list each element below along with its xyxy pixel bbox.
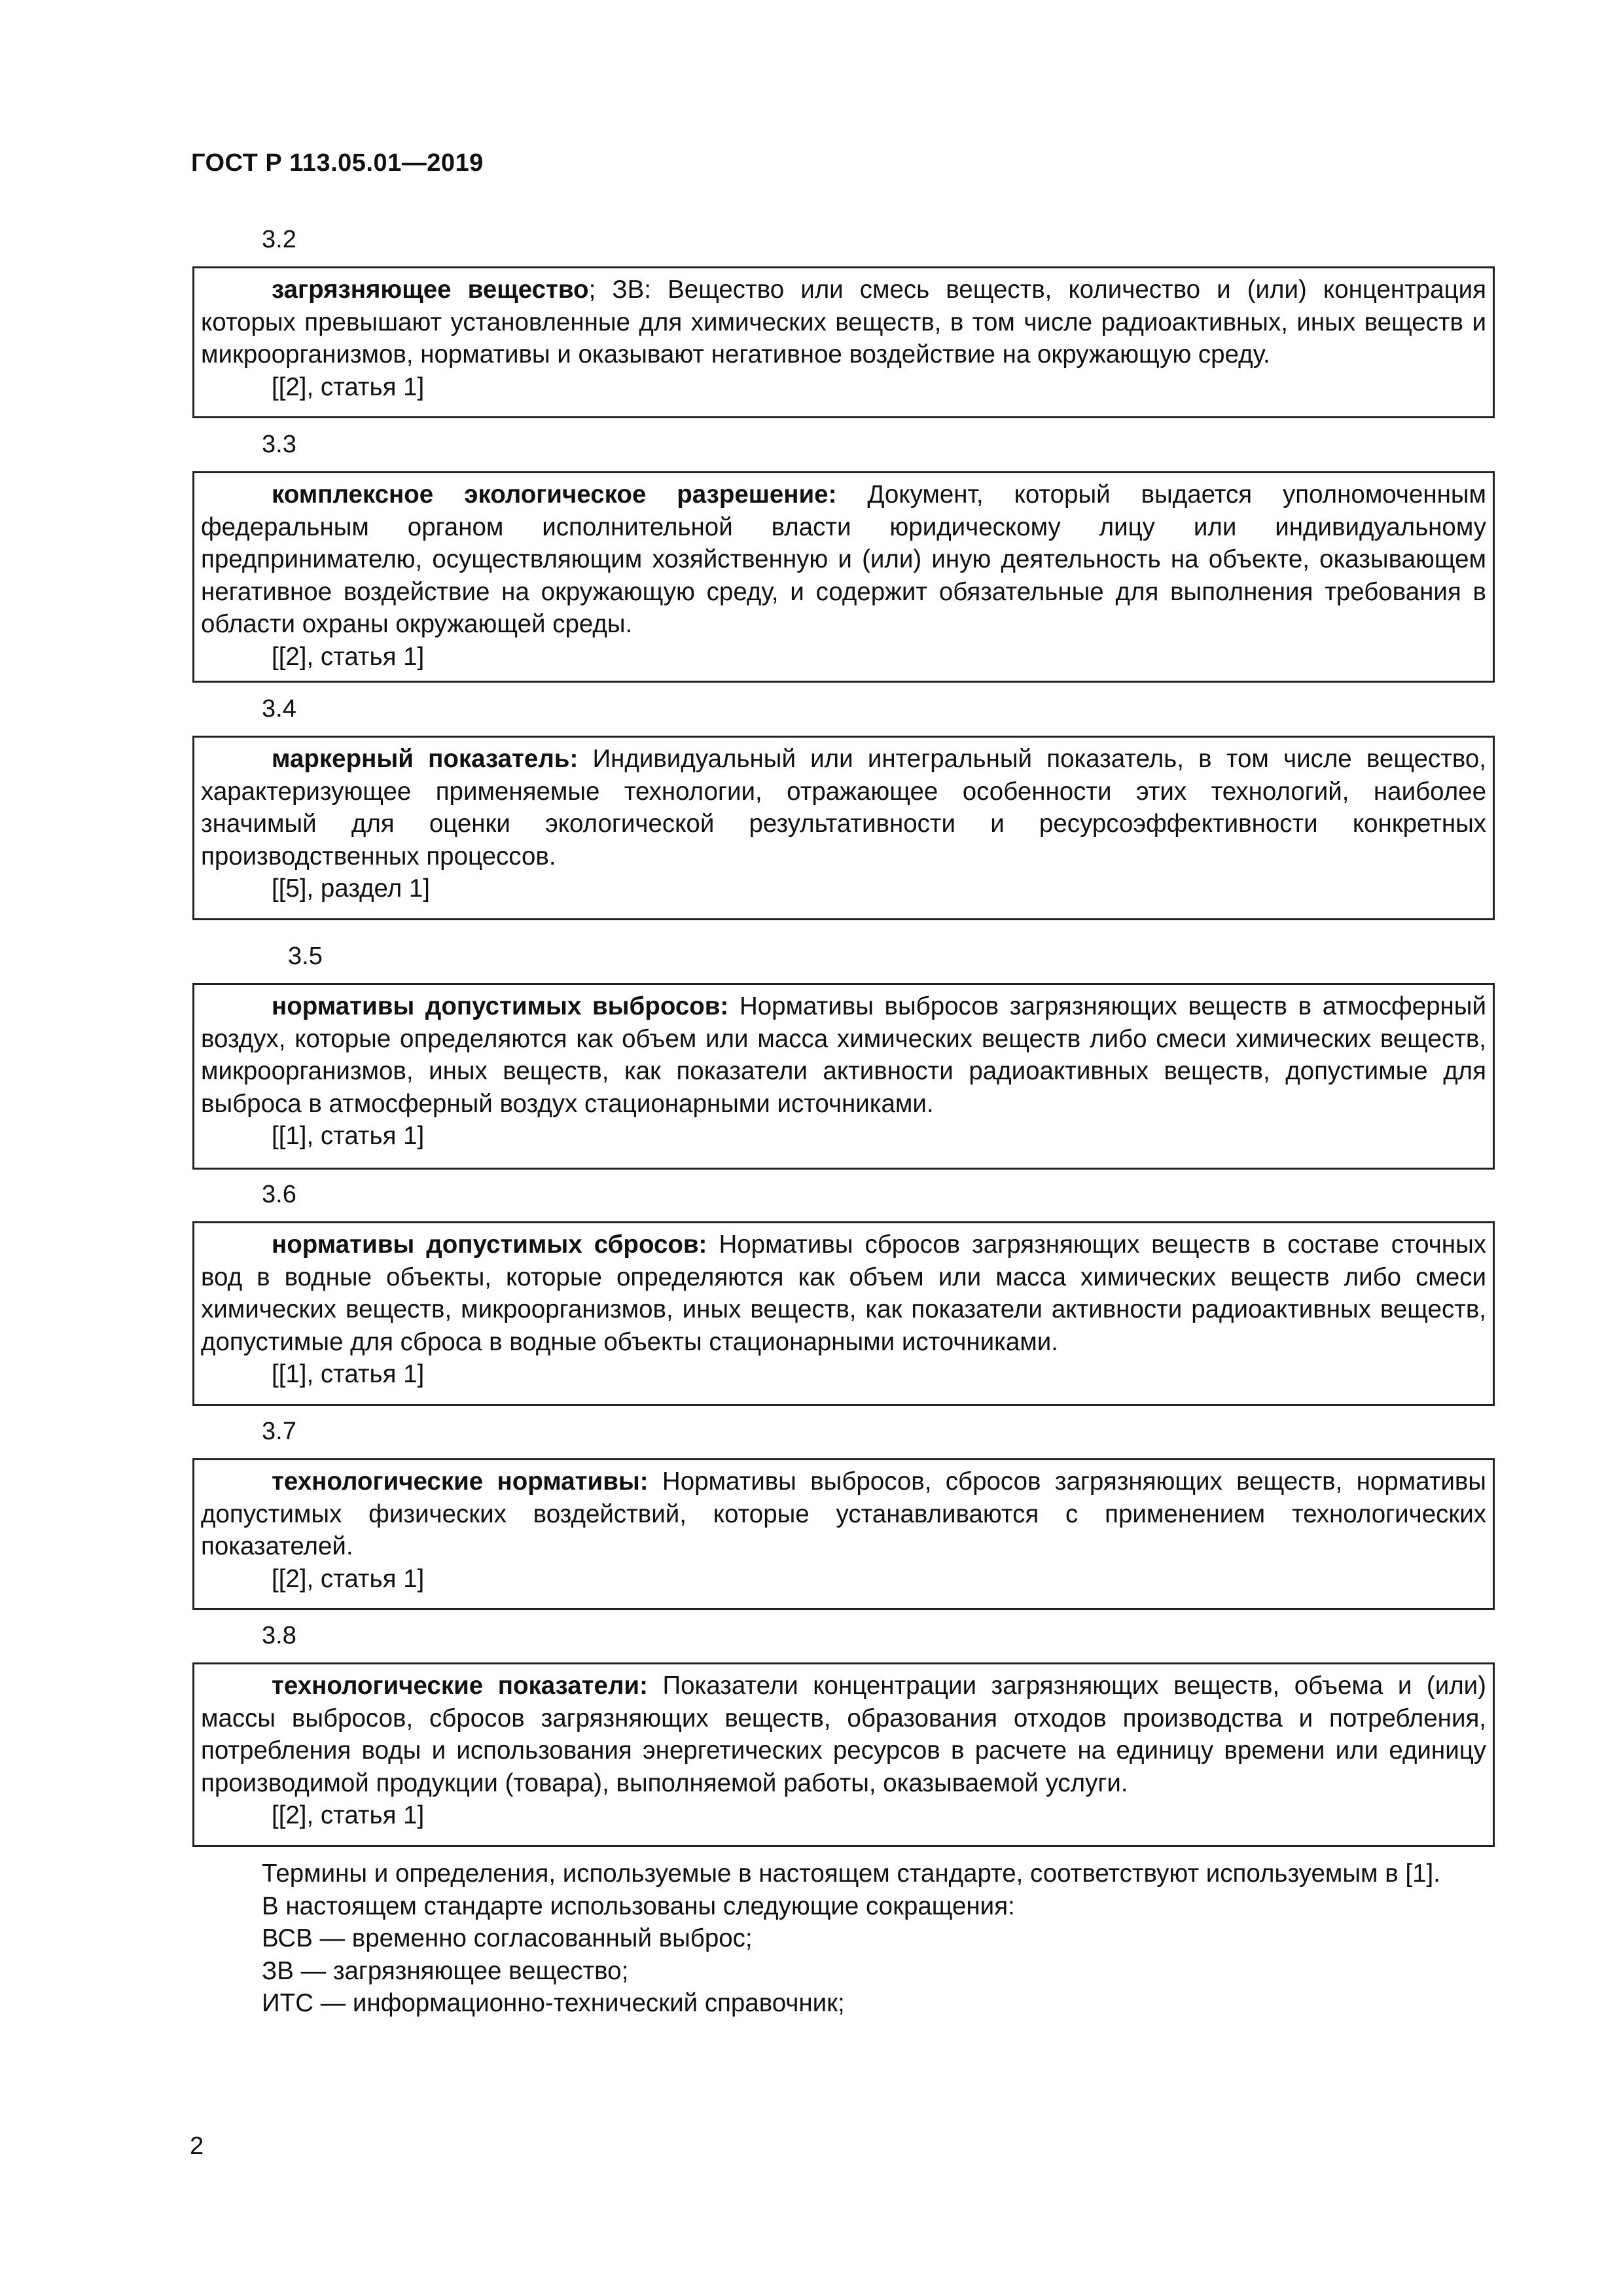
definition-text: [201, 1465, 1486, 1563]
entry-number: 3.8: [262, 1622, 296, 1649]
definition-box: [192, 1458, 1495, 1610]
definition-text: [201, 1670, 1486, 1799]
paragraph: В настоящем стандарте использованы следующие сокращения:: [262, 1892, 1015, 1920]
abbreviation-item: ИТС — информационно-технический справочник;: [262, 1989, 845, 2017]
term: комплексное экологическое разрешение:: [272, 480, 837, 509]
separator: [836, 480, 867, 509]
definition-text: [201, 1229, 1486, 1358]
term: нормативы допустимых сбросов:: [272, 1230, 707, 1259]
definition-box: [192, 266, 1495, 418]
source-reference: [[5], раздел 1]: [272, 874, 430, 903]
definition: Нормативы сбросов загрязняющих веществ в составе сточных вод в водные объекты, которые определяются как объем или масса химических веществ либо смеси химических веществ, микроорганизмов, иных веществ, как показатели активности радиоактивных веществ, допустимые для сброса в водные объекты стационарными источниками.: [201, 1230, 1486, 1356]
separator: [707, 1230, 719, 1259]
term: маркерный показатель:: [272, 745, 579, 773]
definition-box: [192, 1221, 1495, 1406]
definition-box: [192, 736, 1495, 920]
definition: Индивидуальный или интегральный показатель, в том числе вещество, характеризующее применяемые технологии, отражающее особенности этих технологий, наиболее значимый для оценки экологической результативности и ресурсоэффективности конкретных производственных процессов.: [201, 745, 1486, 870]
definition: Нормативы выбросов загрязняющих веществ в атмосферный воздух, которые определяются как объем или масса химических веществ либо смеси химических веществ, микроорганизмов, иных веществ, как показатели активности радиоактивных веществ, допустимые для выброса в атмосферный воздух стационарными источниками.: [201, 992, 1486, 1118]
entry-number: 3.5: [288, 942, 323, 970]
source-reference: [[1], статья 1]: [272, 1122, 425, 1150]
definition-text: [201, 990, 1486, 1120]
entry-number: 3.6: [262, 1181, 296, 1208]
entry-number: 3.2: [262, 226, 296, 253]
term: технологические нормативы:: [272, 1467, 649, 1496]
definition-text: [201, 274, 1486, 371]
definition-box: [192, 1662, 1495, 1847]
separator: [649, 1467, 662, 1496]
term: технологические показатели:: [272, 1672, 648, 1700]
entry-number: 3.7: [262, 1418, 296, 1445]
source-reference: [[2], статья 1]: [272, 372, 425, 401]
source-reference: [[2], статья 1]: [272, 1564, 425, 1593]
term: нормативы допустимых выбросов:: [272, 992, 729, 1020]
definition-text: [201, 743, 1486, 872]
definition: Показатели концентрации загрязняющих веществ, объема и (или) массы выбросов, сбросов загрязняющих веществ, образования отходов производства и потребления, потребления воды и использования энергетических ресурсов в расчете на единицу времени или единицу производимой продукции (товара), выполняемой работы, оказываемой услуги.: [201, 1672, 1486, 1797]
separator: [578, 745, 592, 773]
definition-text: [201, 478, 1486, 641]
separator: [648, 1672, 663, 1700]
definition: Вещество или смесь веществ, количество и (или) концентрация которых превышают установленные для химических веществ, в том числе радиоактивных, иных веществ и микроорганизмов, нормативы и оказывают негативное воздействие на окружающую среду.: [201, 276, 1486, 368]
entry-number: 3.3: [262, 431, 296, 458]
source-reference: [[1], статья 1]: [272, 1360, 425, 1388]
source-reference: [[2], статья 1]: [272, 1801, 425, 1829]
body-text: [192, 1857, 1495, 2020]
definition-box: [192, 471, 1495, 683]
paragraph: Термины и определения, используемые в настоящем стандарте, соответствуют используемым в [1].: [262, 1859, 1440, 1888]
document-header: ГОСТ Р 113.05.01—2019: [191, 149, 484, 177]
separator: ; ЗВ:: [588, 276, 668, 304]
abbreviation-item: ЗВ — загрязняющее вещество;: [262, 1956, 629, 1985]
abbreviation-item: ВСВ — временно согласованный выброс;: [262, 1924, 753, 1952]
separator: [728, 992, 740, 1020]
definition: Нормативы выбросов, сбросов загрязняющих веществ, нормативы допустимых физических воздействий, которые устанавливаются с применением технологических показателей.: [201, 1467, 1486, 1560]
page-number: 2: [190, 2132, 204, 2160]
source-reference: [[2], статья 1]: [272, 642, 425, 671]
entry-number: 3.4: [262, 695, 296, 723]
definition-box: [192, 983, 1495, 1170]
term: загрязняющее вещество: [272, 276, 589, 304]
definition: Документ, который выдается уполномоченным федеральным органом исполнительной власти юридическому лицу или индивидуальному предпринимателю, осуществляющим хозяйственную и (или) иную деятельность на объекте, оказывающем негативное воздействие на окружающую среду, и содержит обязательные для выполнения требования в области охраны окружающей среды.: [201, 480, 1486, 638]
